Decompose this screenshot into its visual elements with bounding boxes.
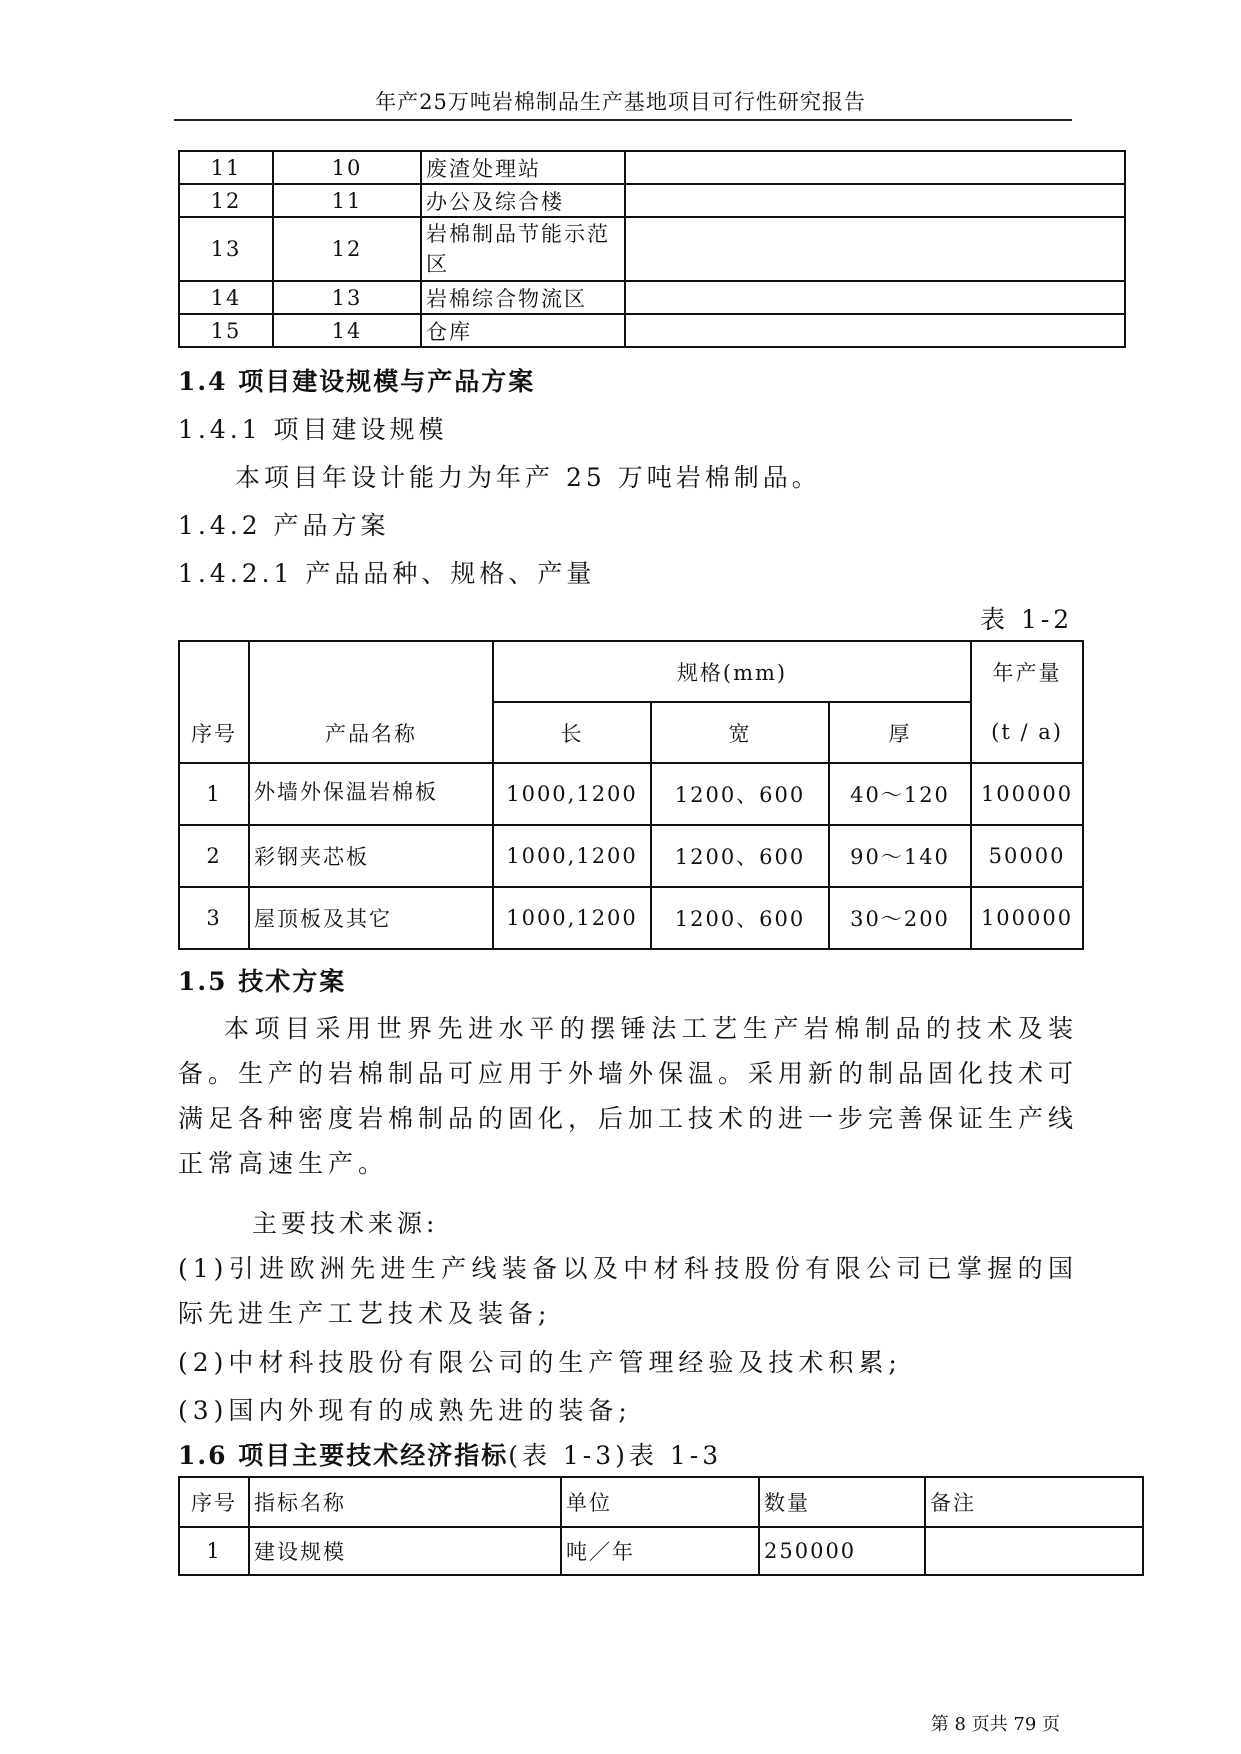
- header-width: 宽: [651, 702, 829, 763]
- subsection-heading: 1.4.2 产品方案: [178, 511, 390, 540]
- table-cell: 办公及综合楼: [421, 184, 625, 217]
- table-row: [179, 825, 1083, 887]
- table-cell: [625, 184, 1125, 217]
- section-heading: 1.5 技术方案: [178, 967, 347, 996]
- table-cell: 13: [273, 281, 421, 314]
- table-cell: 建设规模: [249, 1527, 561, 1575]
- header-spec: 规格(mm): [493, 641, 971, 702]
- header-note: 备注: [925, 1477, 1143, 1527]
- table-cell: 2: [179, 825, 249, 887]
- table-cell: 岩棉制品节能示范区: [421, 217, 625, 281]
- table-cell: 仓库: [421, 314, 625, 347]
- paragraph: 主要技术来源:: [252, 1209, 439, 1238]
- table-cell: 外墙外保温岩棉板: [249, 763, 493, 825]
- table-row: [179, 184, 1125, 217]
- table-cell: 50000: [971, 825, 1083, 887]
- page-header-title: 年产25万吨岩棉制品生产基地项目可行性研究报告: [375, 90, 866, 114]
- table-cell: 14: [179, 281, 273, 314]
- table-row: [179, 763, 1083, 825]
- table-row: [179, 887, 1083, 949]
- table-cell: 1200、600: [651, 887, 829, 949]
- table-cell: 彩钢夹芯板: [249, 825, 493, 887]
- list-item: (1)引进欧洲先进生产线装备以及中材科技股份有限公司已掌握的国际先进生产工艺技术及装备;: [178, 1254, 1078, 1328]
- table-cell: 15: [179, 314, 273, 347]
- table-caption: 表 1-2: [980, 605, 1074, 634]
- header-divider: [174, 119, 1072, 121]
- header-thickness: 厚: [829, 702, 971, 763]
- table-cell: 1000,1200: [493, 887, 651, 949]
- table-cell: 100000: [971, 887, 1083, 949]
- table-cell: 10: [273, 151, 421, 184]
- table-cell: 1200、600: [651, 825, 829, 887]
- products-table: [178, 640, 1084, 950]
- table-cell: 250000: [759, 1527, 925, 1575]
- table-cell: 岩棉综合物流区: [421, 281, 625, 314]
- table-cell: 屋顶板及其它: [249, 887, 493, 949]
- table-cell: 90～140: [829, 825, 971, 887]
- subsection-heading: 1.4.2.1 产品品种、规格、产量: [178, 559, 596, 588]
- header-indicator-name: 指标名称: [249, 1477, 561, 1527]
- table-cell: 1000,1200: [493, 763, 651, 825]
- indicators-table: [178, 1476, 1144, 1576]
- table-cell: 1000,1200: [493, 825, 651, 887]
- section-heading-suffix: (表 1-3)表 1-3: [508, 1441, 723, 1470]
- table-cell: [625, 151, 1125, 184]
- header-output: 年产量: [971, 641, 1083, 702]
- table-header-row: [179, 1477, 1143, 1527]
- table-cell: 1: [179, 763, 249, 825]
- table-cell: 废渣处理站: [421, 151, 625, 184]
- table-cell: 11: [179, 151, 273, 184]
- table-row: [179, 281, 1125, 314]
- table-cell: 12: [179, 184, 273, 217]
- table-cell: 14: [273, 314, 421, 347]
- subsection-heading: 1.4.1 项目建设规模: [178, 415, 448, 444]
- header-product-name: 产品名称: [249, 641, 493, 763]
- page-footer: 第 8 页共 79 页: [930, 1714, 1060, 1735]
- header-quantity: 数量: [759, 1477, 925, 1527]
- table-cell: [625, 217, 1125, 281]
- table-cell: 100000: [971, 763, 1083, 825]
- facility-table: [178, 150, 1126, 348]
- table-cell: 30～200: [829, 887, 971, 949]
- paragraph: 本项目年设计能力为年产 25 万吨岩棉制品。: [235, 463, 821, 492]
- header-length: 长: [493, 702, 651, 763]
- section-heading: 1.4 项目建设规模与产品方案: [178, 367, 536, 396]
- table-cell: 13: [179, 217, 273, 281]
- header-seq: 序号: [179, 1477, 249, 1527]
- list-item: (3)国内外现有的成熟先进的装备;: [178, 1396, 632, 1425]
- table-cell: 1: [179, 1527, 249, 1575]
- table-header-row: [179, 641, 1083, 702]
- table-row: [179, 217, 1125, 281]
- table-cell: [625, 281, 1125, 314]
- table-cell: 1200、600: [651, 763, 829, 825]
- header-unit: 单位: [561, 1477, 759, 1527]
- table-row: [179, 314, 1125, 347]
- header-seq: 序号: [179, 641, 249, 763]
- section-heading: 1.6 项目主要技术经济指标: [178, 1441, 509, 1470]
- table-cell: 40～120: [829, 763, 971, 825]
- table-row: [179, 1527, 1143, 1575]
- table-row: [179, 151, 1125, 184]
- header-output-unit: (t / a): [971, 702, 1083, 763]
- table-cell: 吨／年: [561, 1527, 759, 1575]
- table-cell: 11: [273, 184, 421, 217]
- table-cell: 12: [273, 217, 421, 281]
- section-heading-line: [178, 1436, 722, 1472]
- table-cell: 3: [179, 887, 249, 949]
- table-cell: [625, 314, 1125, 347]
- list-item: (2)中材科技股份有限公司的生产管理经验及技术积累;: [178, 1348, 902, 1377]
- paragraph: 本项目采用世界先进水平的摆锤法工艺生产岩棉制品的技术及装备。生产的岩棉制品可应用于外墙外保温。采用新的制品固化技术可满足各种密度岩棉制品的固化，后加工技术的进一步完善保证生产线正常高速生产。: [178, 1014, 1079, 1178]
- table-cell: [925, 1527, 1143, 1575]
